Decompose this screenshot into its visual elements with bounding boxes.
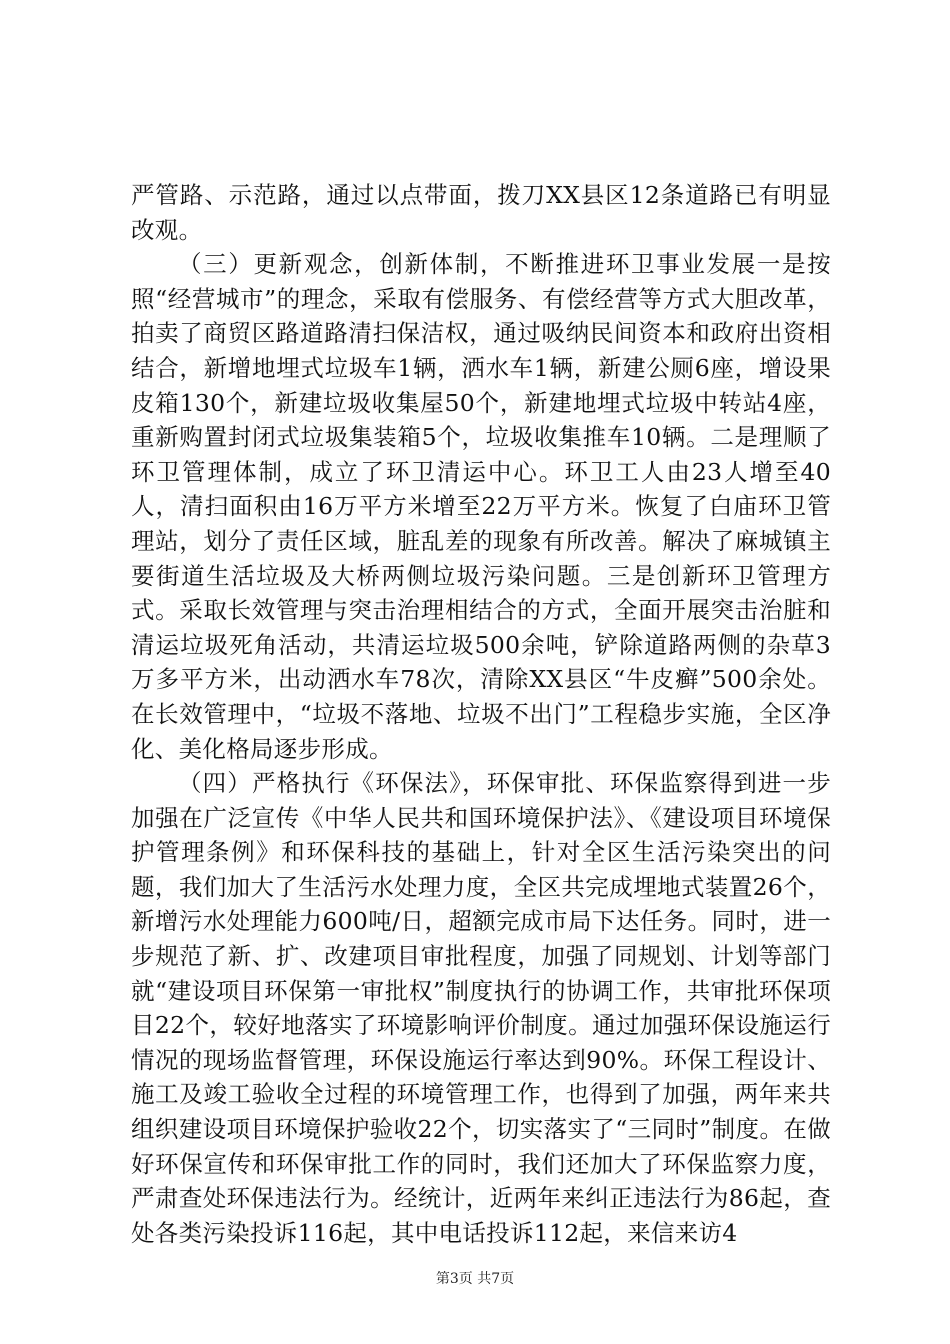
paragraph-section-three: （三）更新观念，创新体制，不断推进环卫事业发展一是按照“经营城市”的理念，采取有偿服务、有偿经营等方式大胆改革，拍卖了商贸区路道路清扫保洁权，通过吸纳民间资本和政府出资相结合，新增地埋式垃圾车1辆，洒水车1辆，新建公厕6座，增设果皮箱130个，新建垃圾收集屋50个，新建地埋式垃圾中转站4座，重新购置封闭式垃圾集装箱5个，垃圾收集推车10辆。二是理顺了环卫管理体制，成立了环卫清运中心。环卫工人由23人增至40人，清扫面积由16万平方米增至22万平方米。恢复了白庙环卫管理站，划分了责任区域，脏乱差的现象有所改善。解决了麻城镇主要街道生活垃圾及大桥两侧垃圾污染问题。三是创新环卫管理方式。采取长效管理与突击治理相结合的方式，全面开展突击治脏和清运垃圾死角活动，共清运垃圾500余吨，铲除道路两侧的杂草3万多平方米，出动洒水车78次，清除XX县区“牛皮癣”500余处。在长效管理中，“垃圾不落地、垃圾不出门”工程稳步实施，全区净化、美化格局逐步形成。 [131, 250, 831, 763]
document-body [131, 178, 831, 1250]
paragraph-section-four: （四）严格执行《环保法》，环保审批、环保监察得到进一步加强在广泛宣传《中华人民共和国环境保护法》、《建设项目环境保护管理条例》和环保科技的基础上，针对全区生活污染突出的问题，我们加大了生活污水处理力度，全区共完成埋地式装置26个，新增污水处理能力600吨/日，超额完成市局下达任务。同时，进一步规范了新、扩、改建项目审批程度，加强了同规划、计划等部门就“建设项目环保第一审批权”制度执行的协调工作，共审批环保项目22个，较好地落实了环境影响评价制度。通过加强环保设施运行情况的现场监督管理，环保设施运行率达到90%。环保工程设计、施工及竣工验收全过程的环境管理工作，也得到了加强，两年来共组织建设项目环境保护验收22个，切实落实了“三同时”制度。在做好环保宣传和环保审批工作的同时，我们还加大了环保监察力度，严肃查处环保违法行为。经统计，近两年来纠正违法行为86起，查处各类污染投诉116起，其中电话投诉112起，来信来访4 [131, 769, 831, 1247]
paragraph-continuation: 严管路、示范路，通过以点带面，拨刀XX县区12条道路已有明显改观。 [131, 181, 831, 244]
page-number-footer: 第3页 共7页 [435, 1271, 515, 1287]
